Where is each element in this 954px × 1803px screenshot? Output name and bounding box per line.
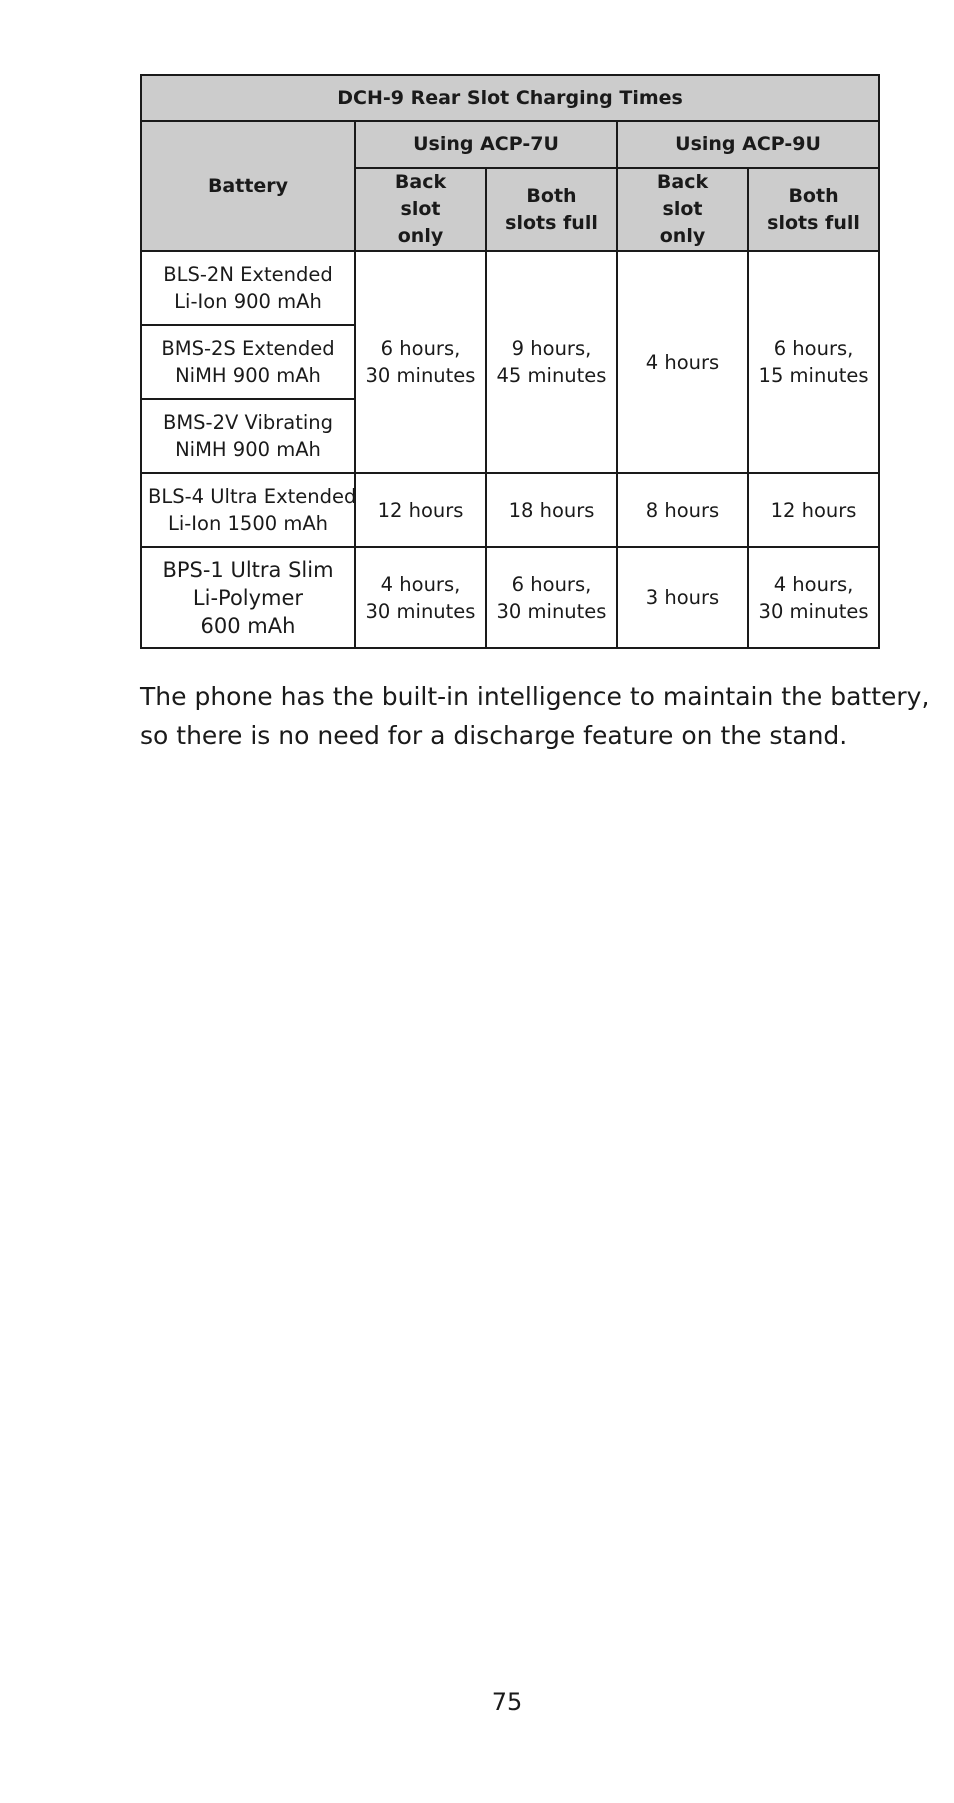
subheader-acp9u-back-slot: Back slot only xyxy=(617,168,748,251)
value-line: 6 hours, xyxy=(380,337,461,360)
page-number: 75 xyxy=(491,1688,523,1716)
value-line: 30 minutes xyxy=(365,364,476,387)
value-cell-acp7u-both: 18 hours xyxy=(486,473,617,547)
value-line: 3 hours xyxy=(645,586,720,609)
value-line: 4 hours, xyxy=(380,572,461,596)
battery-name: BLS-2N Extended xyxy=(163,263,333,286)
value-line: 45 minutes xyxy=(496,364,607,387)
value-line: 4 hours, xyxy=(773,572,854,596)
battery-name: BLS-4 Ultra Extended xyxy=(148,485,357,508)
battery-name: BMS-2V Vibrating xyxy=(162,411,334,434)
subheader-acp9u-both-slots: Both slots full xyxy=(748,168,879,251)
battery-cell xyxy=(141,399,355,473)
value-line: 30 minutes xyxy=(496,599,607,623)
battery-spec: Li-Ion 900 mAh xyxy=(174,290,322,313)
body-line-1: The phone has the built-in intelligence to maintain the battery, xyxy=(140,682,930,711)
value-cell-acp9u-back xyxy=(617,251,748,473)
battery-chemistry: Li-Polymer xyxy=(192,585,304,610)
battery-cell xyxy=(141,547,355,648)
value-cell-acp9u-both: 12 hours xyxy=(748,473,879,547)
value-cell-acp7u-both xyxy=(486,251,617,473)
battery-capacity: 600 mAh xyxy=(200,613,296,638)
body-line-2: so there is no need for a discharge feature on the stand. xyxy=(140,721,848,750)
value-cell-acp7u-back: 12 hours xyxy=(355,473,486,547)
table-group-header-row xyxy=(141,121,879,168)
battery-cell xyxy=(141,325,355,399)
value-line: 6 hours, xyxy=(773,337,854,360)
battery-name: BMS-2S Extended xyxy=(161,337,335,360)
battery-cell xyxy=(141,251,355,325)
subheader-acp7u-back-slot: Back slot only xyxy=(355,168,486,251)
value-cell-acp9u-both xyxy=(748,547,879,648)
charging-times-table xyxy=(140,74,880,649)
value-cell-acp7u-back xyxy=(355,547,486,648)
table-title: DCH-9 Rear Slot Charging Times xyxy=(141,75,879,121)
value-line: 4 hours xyxy=(645,350,720,374)
table-row xyxy=(141,547,879,648)
value-line: 15 minutes xyxy=(758,364,869,387)
value-cell-acp9u-both xyxy=(748,251,879,473)
table-row xyxy=(141,473,879,547)
battery-column-header: Battery xyxy=(141,121,355,251)
body-paragraph xyxy=(140,677,930,755)
subheader-acp7u-both-slots: Both slots full xyxy=(486,168,617,251)
battery-name: BPS-1 Ultra Slim xyxy=(162,557,334,582)
value-cell-acp9u-back: 8 hours xyxy=(617,473,748,547)
value-cell-acp9u-back xyxy=(617,547,748,648)
value-line: 6 hours, xyxy=(511,572,592,596)
value-cell-acp7u-back xyxy=(355,251,486,473)
value-line: 9 hours, xyxy=(511,337,592,360)
battery-spec: NiMH 900 mAh xyxy=(175,364,321,387)
value-line: 30 minutes xyxy=(758,599,869,623)
value-line: 30 minutes xyxy=(365,599,476,623)
battery-spec: NiMH 900 mAh xyxy=(175,438,321,461)
battery-cell xyxy=(141,473,355,547)
table-row xyxy=(141,251,879,325)
group-header-acp7u: Using ACP-7U xyxy=(355,121,617,168)
table-title-row xyxy=(141,75,879,121)
battery-spec: Li-Ion 1500 mAh xyxy=(167,512,329,535)
group-header-acp9u: Using ACP-9U xyxy=(617,121,879,168)
value-cell-acp7u-both xyxy=(486,547,617,648)
